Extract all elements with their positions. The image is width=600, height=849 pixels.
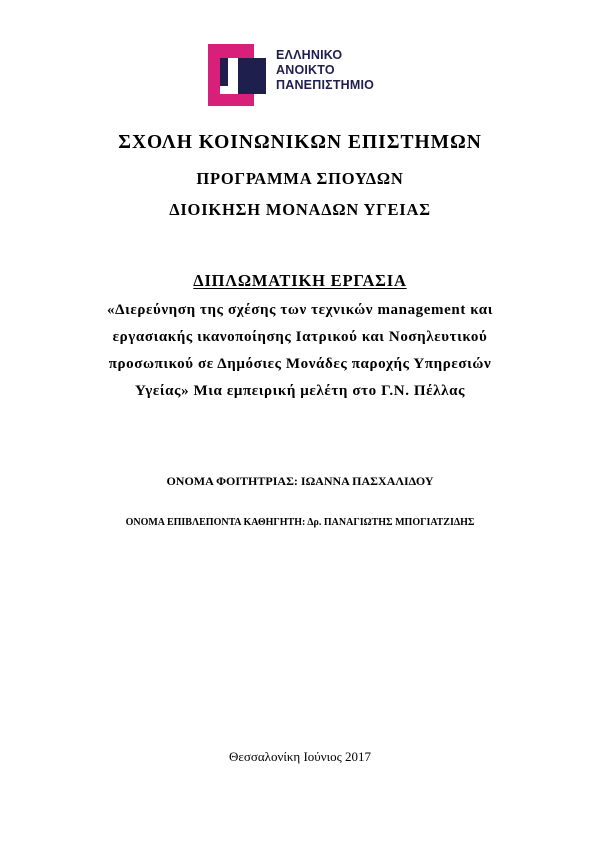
place-and-date: Θεσσαλονίκη Ιούνιος 2017	[229, 749, 371, 764]
university-logo	[208, 42, 398, 108]
supervisor-name: ΟΝΟΜΑ ΕΠΙΒΛΕΠΟΝΤΑ ΚΑΘΗΓΗΤΗ: Δρ. ΠΑΝΑΓΙΩΤΗΣ ΜΠΟΓΙΑΤΖΙΔΗΣ	[125, 517, 475, 528]
university-logo-mark-icon	[208, 42, 268, 108]
department-heading: ΔΙΟΙΚΗΣΗ ΜΟΝΑΔΩΝ ΥΓΕΙΑΣ	[169, 200, 431, 219]
university-logo-text	[276, 48, 374, 93]
thesis-title-line-1: «Διερεύνηση της σχέσης των τεχνικών management και	[107, 302, 493, 318]
school-heading: ΣΧΟΛΗ ΚΟΙΝΩΝΙΚΩΝ ΕΠΙΣΤΗΜΩΝ	[118, 132, 482, 153]
program-heading: ΠΡΟΓΡΑΜΜΑ ΣΠΟΥΔΩΝ	[196, 169, 404, 188]
thesis-title-line-2: εργασιακής ικανοποίησης Ιατρικού και Νοσηλευτικού	[112, 329, 488, 345]
thesis-title-line-3: προσωπικού σε Δημόσιες Μονάδες παροχής Υπηρεσιών	[108, 356, 492, 372]
logo-line-2: ΑΝΟΙΚΤΟ	[276, 63, 335, 77]
thesis-title-line-4: Υγείας» Μια εμπειρική μελέτη στο Γ.Ν. Πέλλας	[134, 383, 466, 399]
student-name: ΟΝΟΜΑ ΦΟΙΤΗΤΡΙΑΣ: ΙΩΑΝΝΑ ΠΑΣΧΑΛΙΔΟΥ	[166, 474, 434, 488]
logo-line-3: ΠΑΝΕΠΙΣΤΗΜΙΟ	[276, 78, 375, 92]
thesis-label-text: ΔΙΠΛΩΜΑΤΙΚΗ ΕΡΓΑΣΙΑ	[193, 271, 407, 290]
thesis-title	[70, 297, 530, 405]
logo-line-1: ΕΛΛΗΝΙΚΟ	[276, 48, 343, 62]
thesis-label	[0, 271, 600, 291]
